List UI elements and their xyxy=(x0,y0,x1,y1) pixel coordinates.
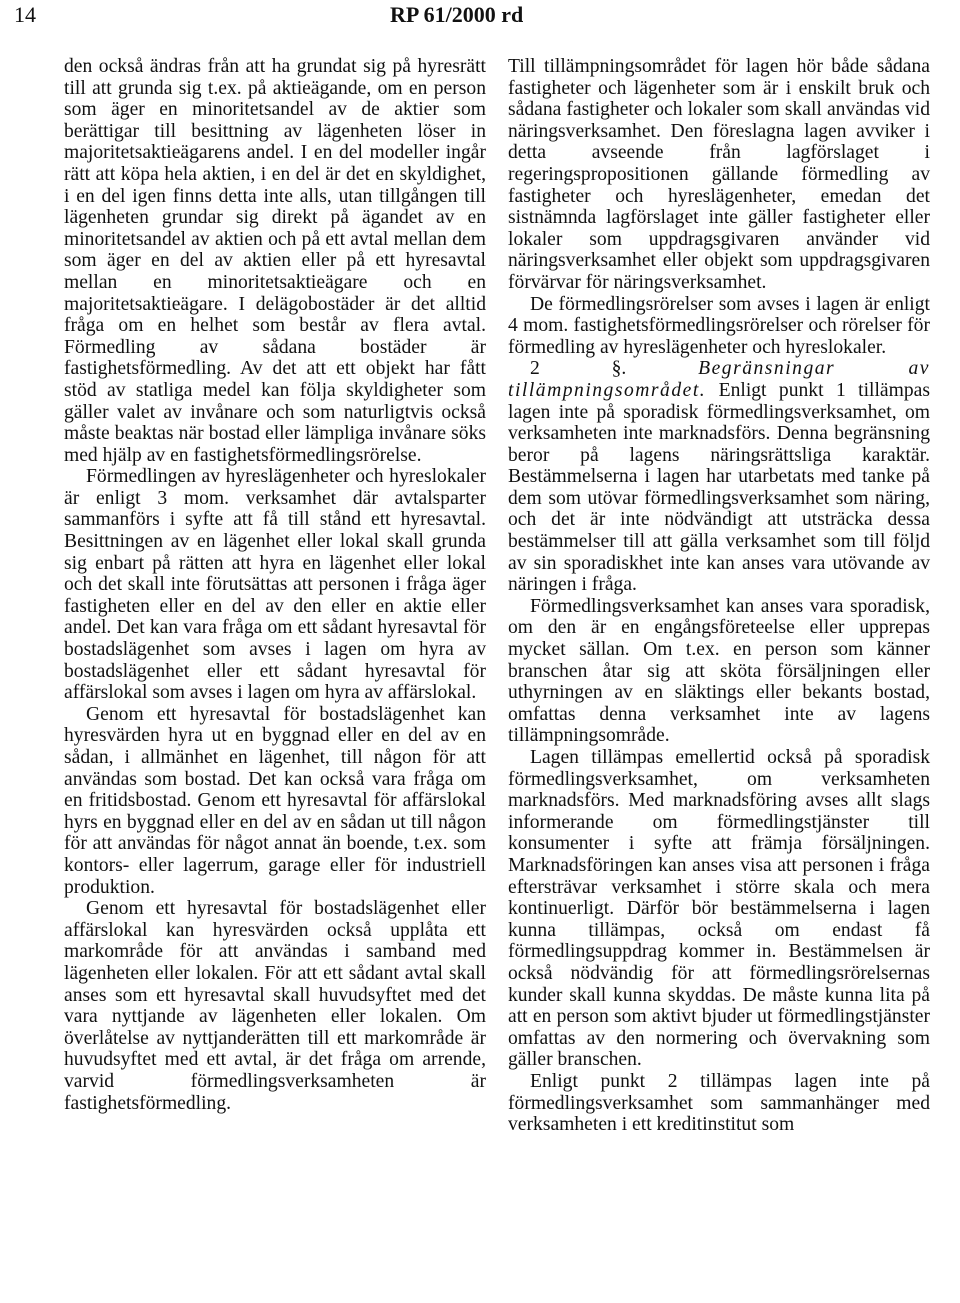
section-text: Enligt punkt 1 tillämpas lagen inte på sporadisk förmedlingsverksamhet, om verksamheten inte marknadsförs. Denna begränsning beror på lagens näringsrättsliga karaktär. Bestämmelserna i lagen har utarbetats med tanke på dem som utövar förmedlingsverksamhet som näring, och det är inte nödvändigt att utsträcka dessa bestämmelser till att gälla verksamhet som till följd av sin sporadiskhet inte kan anses vara utövande av näringen i fråga. xyxy=(508,379,930,596)
paragraph: Genom ett hyresavtal för bostadslägenhet eller affärslokal kan hyresvärden också upplåta ett markområde för att användas i samband med lägenheten eller lokalen. För att ett sådant avtal skall anses som ett hyresavtal skall huvudsyftet med det vara nyttjande av lägenheten eller lokalen. Om överlåtelse av nyttjanderätten till ett markområde är huvudsyftet med ett avtal, är det fråga om arrende, varvid förmedlingsverksamheten är fastighetsförmedling. xyxy=(64,898,486,1114)
running-header: RP 61/2000 rd xyxy=(390,2,524,27)
section-number: 2 §. xyxy=(530,358,627,380)
paragraph: Enligt punkt 2 tillämpas lagen inte på förmedlingsverksamhet som sammanhänger med verksamheten i ett kreditinstitut som xyxy=(508,1070,930,1136)
paragraph: den också ändras från att ha grundat sig på hyresrätt till att grunda sig t.ex. på aktieägande, om en person som äger en minoritetsandel av de aktier som berättigar till besittning av lägenheten löser in majoritetsaktieägarens andel. I en del modeller ingår rätt att köpa hela aktien, i en del är det en skyldighet, i en del igen finns detta inte alls, utan tillgången till lägenheten grundar sig direkt på ägandet av en minoritetsandel av aktien och på ett avtal mellan dem som äger en del av aktien eller på ett hyresavtal mellan en minoritetsaktieägare och en majoritetsaktieägare. I delägobostäder är det alltid fråga om en helhet som består av flera avtal. Förmedling av sådana bostäder är fastighetsförmedling. Av det att ett objekt har fått stöd av statliga medel kan följa skyldigheter som gäller valet av invånare och som naturligtvis också måste beaktas när bostad eller lämpliga invånare söks med hjälp av en fastighetsförmedlingsrörelse. xyxy=(64,56,486,466)
paragraph: Förmedlingsverksamhet kan anses vara sporadisk, om den är en engångsföreteelse eller upprepas mycket sällan. Om t.ex. en person som känner branschen åtar sig att sköta försäljningen eller uthyrningen av en släktings eller bekants bostad, omfattas denna verksamhet inte av lagens tillämpningsområde. xyxy=(508,595,930,747)
paragraph: Lagen tillämpas emellertid också på sporadisk förmedlingsverksamhet, om verksamheten marknadsförs. Med marknadsföring avses allt slags informerande om förmedlingstjänster till konsumenter i syfte att främja försäljningen. Marknadsföringen kan anses visa att personen i fråga eftersträvar verksamhet i större skala och mera kontinuerligt. Därför bör bestämmelserna i lagen kunna tillämpas, också om endast få förmedlingsuppdrag kommer in. Bestämmelsen är också nödvändig för att förmedlingsrörelsernas kunder skall kunna skyddas. De måste kunna lita på att en person som aktivt bjuder ut förmedlingstjänster omfattas av den normering och övervakning som gäller branschen. xyxy=(508,747,930,1071)
section-paragraph xyxy=(508,358,930,596)
page-number: 14 xyxy=(14,2,36,27)
section-title: Begränsningar av tillämpningsområdet. xyxy=(508,358,930,401)
left-column xyxy=(64,56,486,1114)
paragraph: Genom ett hyresavtal för bostadslägenhet kan hyresvärden hyra ut en byggnad eller en del av en sådan, i allmänhet en lägenhet, till någon för att användas som bostad. Det kan också vara fråga om en fritidsbostad. Genom ett hyresavtal för affärslokal hyrs en byggnad eller en del av en sådan ut till någon för att användas för något annat än boende, t.ex. som kontors- eller lagerrum, garage eller för industriell produktion. xyxy=(64,703,486,898)
paragraph: De förmedlingsrörelser som avses i lagen är enligt 4 mom. fastighetsförmedlingsrörelser och rörelser för förmedling av hyreslägenheter och hyreslokaler. xyxy=(508,293,930,358)
paragraph: Förmedlingen av hyreslägenheter och hyreslokaler är enligt 3 mom. verksamhet där avtalsparter sammanförs i syfte att få till stånd ett hyresavtal. Besittningen av en lägenhet eller lokal skall grunda sig enbart på rätten att hyra en lägenhet eller lokal och det skall inte förutsättas att personen i fråga äger fastigheten eller en del av den eller en aktie eller andel. Det kan vara fråga om ett sådant hyresavtal för bostadslägenhet som avses i lagen om hyra av bostadslägenhet eller ett sådant hyresavtal för affärslokal som avses i lagen om hyra av affärslokal. xyxy=(64,466,486,704)
paragraph: Till tillämpningsområdet för lagen hör både sådana fastigheter och lägenheter som är i enskilt bruk och sådana fastigheter och lokaler som skall användas vid näringsverksamhet. Den föreslagna lagen avviker i detta avseende från lagförslaget i regeringspropositionen gällande förmedling av fastigheter och hyreslägenheter, emedan det sistnämnda lagförslaget inte gäller fastigheter eller lokaler som uppdragsgivaren använder vid näringsverksamhet eller objekt som uppdragsgivaren förvärvar för näringsverksamhet. xyxy=(508,56,930,293)
right-column xyxy=(508,56,930,1136)
